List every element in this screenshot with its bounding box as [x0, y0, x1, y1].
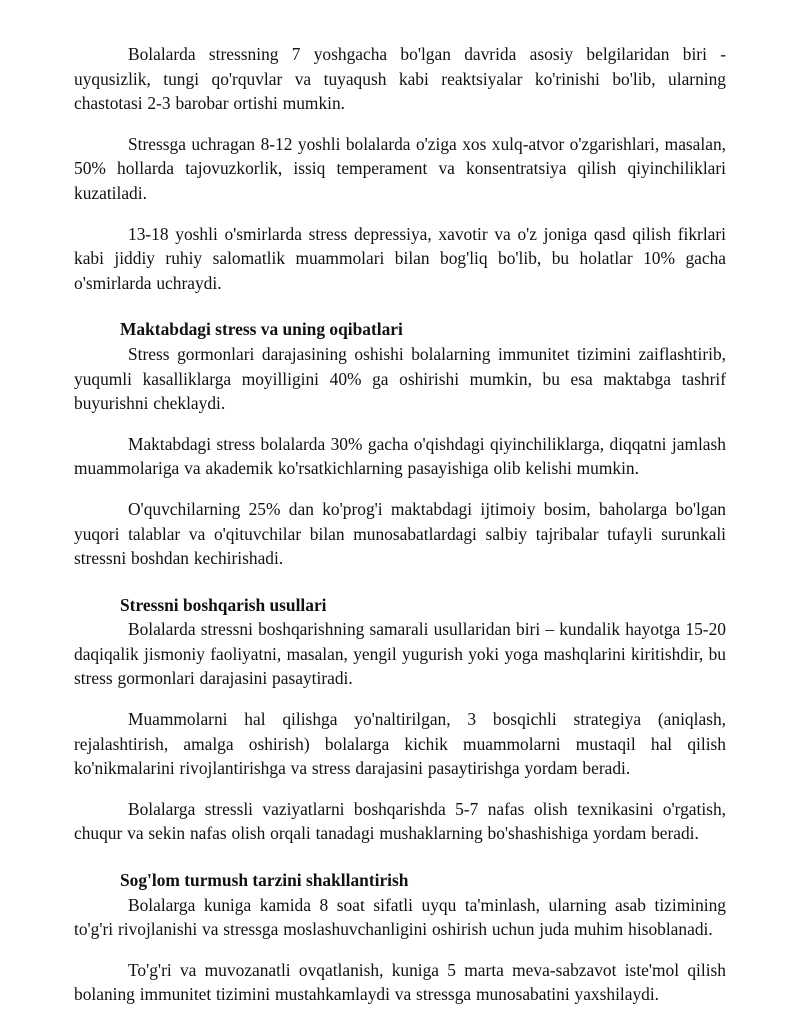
healthy-lifestyle-paragraph-2: To'g'ri va muvozanatli ovqatlanish, kuniga 5 marta meva-sabzavot iste'mol qilish bolaning immunitet tizimini mustahkamlaydi va stressga munosabatini yaxshilaydi. — [74, 959, 726, 1005]
stress-management-paragraph-2: Muammolarni hal qilishga yo'naltirilgan, 3 bosqichli strategiya (aniqlash, rejalashtirish, amalga oshirish) bolalarga kichik muammolarni mustaqil hal qilish ko'nikmalarini rivojlantirishga va stress darajasini pasaytirishga yordam beradi. — [74, 709, 726, 779]
intro-paragraph-3: 13-18 yoshli o'smirlarda stress depressiya, xavotir va o'z joniga qasd qilish fikrlari kabi jiddiy ruhiy salomatlik muammolari bilan bog'liq bo'lib, bu holatlar 10% gacha o'smirlarda uchraydi. — [74, 223, 726, 293]
school-stress-paragraph-3: O'quvchilarning 25% dan ko'prog'i maktabdagi ijtimoiy bosim, baholarga bo'lgan yuqori talablar va o'qituvchilar bilan munosabatlardagi salbiy tajribalar tufayli surunkali stressni boshdan kechirishadi. — [74, 498, 726, 569]
section-heading-healthy-lifestyle: Sog'lom turmush tarzini shakllantirish — [120, 870, 409, 891]
document-page — [74, 42, 726, 1007]
section-heading-school-stress: Maktabdagi stress va uning oqibatlari — [120, 319, 403, 340]
school-stress-paragraph-1: Stress gormonlari darajasining oshishi bolalarning immunitet tizimini zaiflashtirib, yuqumli kasalliklarga moyilligini 40% ga oshirishi mumkin, bu esa maktabga tashrif buyurishni cheklaydi. — [74, 343, 726, 414]
intro-paragraph-2: Stressga uchragan 8-12 yoshli bolalarda o'ziga xos xulq-atvor o'zgarishlari, masalan, 50% hollarda tajovuzkorlik, issiq temperament va konsentratsiya qilish qiyinchiliklari kuzatiladi. — [74, 133, 726, 203]
stress-management-paragraph-3: Bolalarga stressli vaziyatlarni boshqarishda 5-7 nafas olish texnikasini o'rgatish, chuqur va sekin nafas olish orqali tanadagi mushaklarning bo'shashishiga yordam beradi. — [74, 798, 726, 844]
stress-management-paragraph-1: Bolalarda stressni boshqarishning samarali usullaridan biri – kundalik hayotga 15-20 daqiqalik jismoniy faoliyatni, masalan, yengil yugurish yoki yoga mashqlarini kiritishdir, bu stress gormonlari darajasini pasaytiradi. — [74, 619, 726, 689]
intro-paragraph-1: Bolalarda stressning 7 yoshgacha bo'lgan davrida asosiy belgilaridan biri - uyqusizlik, tungi qo'rquvlar va tuyaqush kabi reaktsiyalar ko'rinishi bo'lib, ularning chastotasi 2-3 barobar ortishi mumkin. — [74, 44, 726, 114]
healthy-lifestyle-paragraph-1: Bolalarga kuniga kamida 8 soat sifatli uyqu ta'minlash, ularning asab tizimining to'g'ri rivojlanishi va stressga moslashuvchanligini oshirish uchun juda muhim hisoblanadi. — [74, 894, 726, 940]
section-heading-stress-management: Stressni boshqarish usullari — [120, 594, 327, 615]
school-stress-paragraph-2: Maktabdagi stress bolalarda 30% gacha o'qishdagi qiyinchiliklarga, diqqatni jamlash muammolariga va akademik ko'rsatkichlarning pasayishiga olib kelishi mumkin. — [74, 433, 726, 479]
